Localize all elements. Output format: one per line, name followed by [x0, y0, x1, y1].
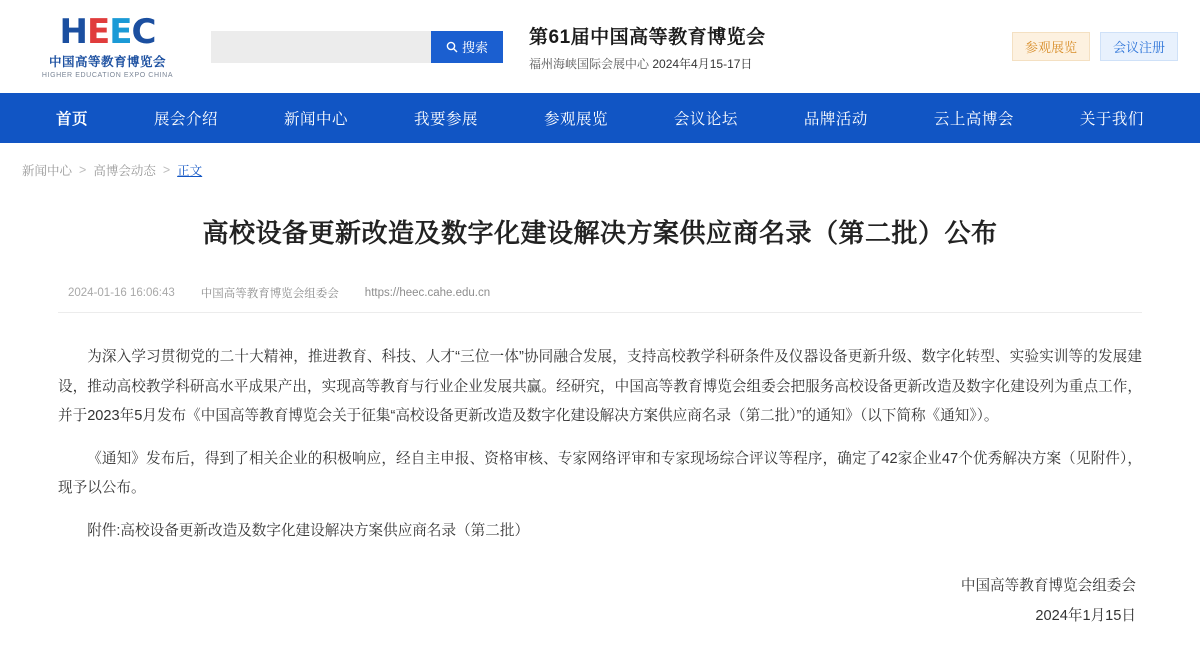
conference-registration-button[interactable]: 会议注册: [1100, 32, 1178, 61]
article-body: [58, 343, 1142, 546]
search-button-label: 搜索: [461, 40, 488, 55]
article-meta: [58, 285, 1142, 313]
expo-subtitle: [529, 55, 766, 72]
article-datetime: 2024-01-16 16:06:43: [68, 287, 175, 300]
nav-item-visit[interactable]: 参观展览: [543, 111, 608, 128]
search-icon: [446, 41, 458, 53]
breadcrumb: [0, 143, 1200, 179]
breadcrumb-separator-1: >: [79, 163, 87, 177]
expo-date: 2024年4月15-17日: [652, 56, 753, 71]
signature-date: 2024年1月15日: [1035, 608, 1136, 625]
expo-venue: 福州海峡国际会展中心: [529, 56, 650, 71]
search-input[interactable]: [211, 31, 431, 63]
breadcrumb-separator-2: >: [162, 163, 171, 177]
logo-letter-e2: E: [109, 12, 132, 52]
article-paragraph-1: 为深入学习贯彻党的二十大精神，推进教育、科技、人才“三位一体”协同融合发展，支持高校教学科研条件及仪器设备更新升级、数字化转型、实验实训等的发展建设，推动高校教学科研高水平成果产出，实现高等教育与行业企业发展共赢。经研究，中国高等教育博览会组委会把服务高校设备更新改造及数字化建设列为重点工作，并于2023年5月发布《中国高等教育博览会关于征集“高校设备更新改造及数字化建设解决方案供应商名录（第二批）”的通知》（以下简称《通知》）。: [58, 349, 1142, 424]
article-url: https://heec.cahe.edu.cn: [364, 287, 491, 300]
nav-item-cloud-expo[interactable]: 云上高博会: [933, 111, 1014, 128]
search-button[interactable]: [431, 31, 503, 63]
nav-item-about-us[interactable]: 关于我们: [1079, 111, 1144, 128]
article-source: 中国高等教育博览会组委会: [200, 288, 339, 301]
logo-letter-c: C: [131, 12, 156, 52]
breadcrumb-item-news-center[interactable]: 新闻中心: [22, 164, 73, 178]
breadcrumb-item-expo-news[interactable]: 高博会动态: [93, 164, 156, 178]
article-container: [40, 215, 1160, 632]
article-signature: [58, 571, 1142, 632]
logo-letter-e1: E: [87, 12, 110, 52]
logo-letter-h: H: [59, 12, 88, 52]
site-logo[interactable]: [0, 14, 195, 79]
nav-item-forum[interactable]: 会议论坛: [673, 111, 738, 128]
page-title: 高校设备更新改造及数字化建设解决方案供应商名录（第二批）公布: [202, 218, 998, 248]
logo-chinese-name: 中国高等教育博览会: [48, 55, 166, 69]
signature-organization: 中国高等教育博览会组委会: [960, 577, 1136, 594]
nav-item-exhibit[interactable]: 我要参展: [413, 111, 478, 128]
nav-item-brand-activity[interactable]: 品牌活动: [803, 111, 868, 128]
expo-title-block: [529, 22, 766, 72]
visit-exhibition-button[interactable]: 参观展览: [1012, 32, 1090, 61]
article-attachment-line: 附件:高校设备更新改造及数字化建设解决方案供应商名录（第二批）: [87, 523, 530, 540]
logo-english-name: HIGHER EDUCATION EXPO CHINA: [41, 72, 174, 79]
site-header: [0, 0, 1200, 93]
breadcrumb-item-current[interactable]: 正文: [177, 164, 203, 178]
main-navigation: [0, 93, 1200, 143]
nav-item-expo-intro[interactable]: 展会介绍: [153, 111, 218, 128]
logo-letters: [59, 12, 156, 52]
header-actions: [1012, 32, 1178, 61]
expo-title: 第61届中国高等教育博览会: [529, 26, 766, 48]
search-bar[interactable]: [211, 31, 503, 63]
article-paragraph-2: 《通知》发布后，得到了相关企业的积极响应，经自主申报、资格审核、专家网络评审和专家现场综合评议等程序，确定了42家企业47个优秀解决方案（见附件），现予以公布。: [58, 450, 1142, 497]
nav-item-home[interactable]: 首页: [56, 111, 89, 128]
nav-item-news-center[interactable]: 新闻中心: [283, 111, 348, 128]
